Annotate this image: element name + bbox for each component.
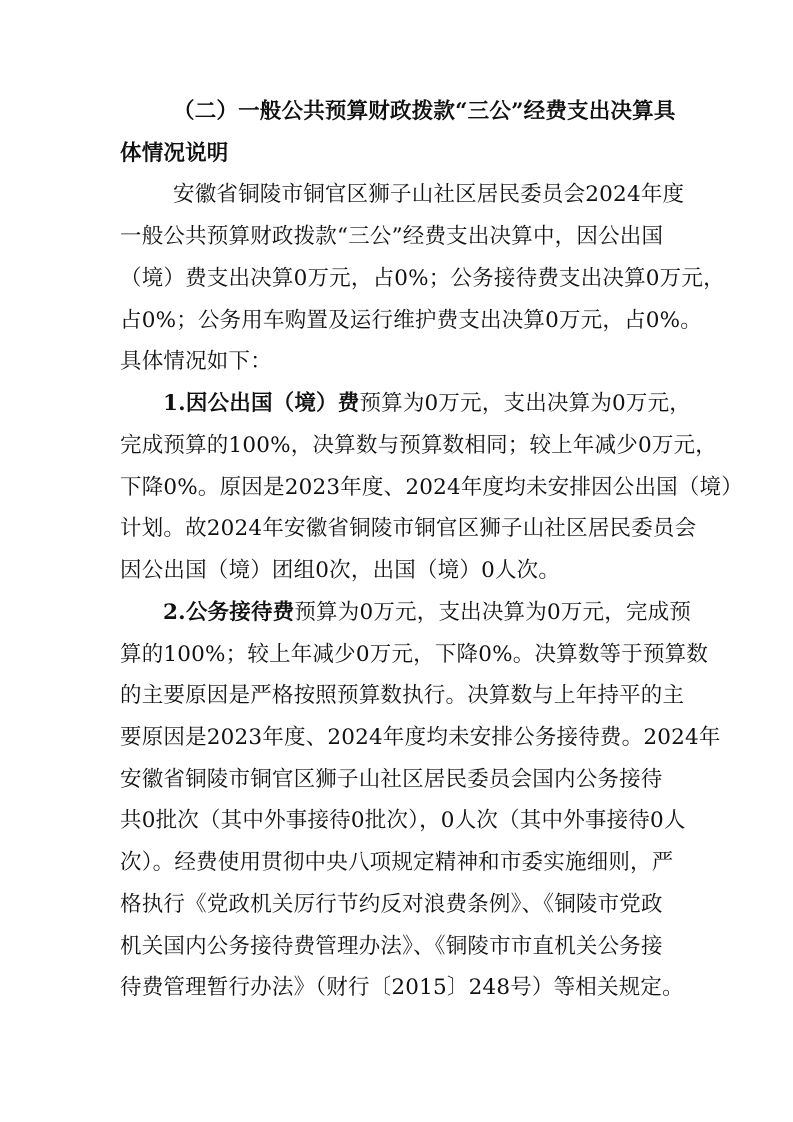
section2-line-7: 次）。经费使用贯彻中央八项规定精神和市委实施细则，严	[120, 850, 674, 875]
intro-line-4: 占0%；公务用车购置及运行维护费支出决算0万元，占0%。	[120, 308, 702, 333]
section2-line-1	[163, 598, 691, 628]
section2-line-9: 机关国内公务接待费管理办法》、《铜陵市市直机关公务接	[120, 934, 663, 959]
section2-line-2: 算的100%；较上年减少0万元，下降0%。决算数等于预算数	[120, 642, 709, 667]
section1-title: 1.因公出国（境）费	[163, 391, 360, 416]
intro-line-3: （境）费支出决算0万元，占0%；公务接待费支出决算0万元，	[120, 266, 725, 291]
section1-line-1-text: 预算为0万元，支出决算为0万元，	[359, 391, 692, 416]
section-heading-line-1: （二）一般公共预算财政拨款“三公”经费支出决算具	[173, 99, 676, 124]
section2-title: 2.公务接待费	[163, 600, 295, 625]
section2-line-8: 格执行《党政机关厉行节约反对浪费条例》、《铜陵市党政	[120, 892, 663, 917]
section2-line-4: 要原因是2023年度、2024年度均未安排公务接待费。2024年	[120, 725, 721, 750]
section2-line-5: 安徽省铜陵市铜官区狮子山社区居民委员会国内公务接待	[120, 767, 663, 792]
intro-line-1: 安徽省铜陵市铜官区狮子山社区居民委员会2024年度	[173, 182, 685, 207]
intro-line-5: 具体情况如下：	[120, 349, 272, 374]
section2-line-1-text: 预算为0万元，支出决算为0万元，完成预	[294, 600, 692, 625]
section1-line-5: 因公出国（境）团组0次，出国（境）0人次。	[120, 558, 561, 583]
section2-line-3: 的主要原因是严格按照预算数执行。决算数与上年持平的主	[120, 683, 685, 708]
section1-line-4: 计划。故2024年安徽省铜陵市铜官区狮子山社区居民委员会	[120, 516, 697, 541]
section1-line-2: 完成预算的100%，决算数与预算数相同；较上年减少0万元，	[120, 433, 717, 458]
section1-line-1	[163, 389, 691, 419]
intro-line-2: 一般公共预算财政拨款“三公”经费支出决算中，因公出国	[120, 224, 664, 249]
section2-line-6: 共0批次（其中外事接待0批次），0人次（其中外事接待0人	[120, 808, 686, 833]
section-heading-line-2: 体情况说明	[120, 141, 229, 166]
section2-line-10: 待费管理暂行办法》（财行〔2015〕248号）等相关规定。	[120, 975, 684, 1000]
section1-line-3: 下降0%。原因是2023年度、2024年度均未安排因公出国（境）	[120, 475, 743, 500]
